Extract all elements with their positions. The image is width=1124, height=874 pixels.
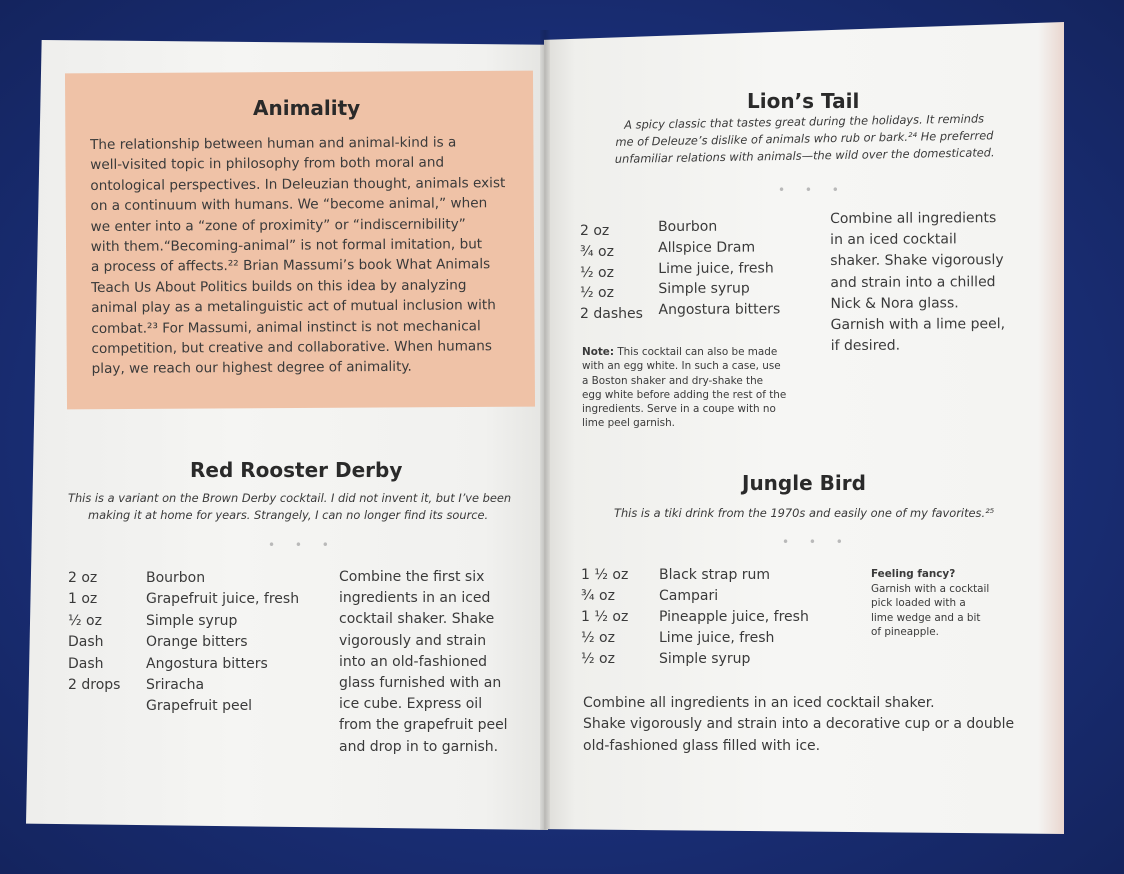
method-line: shaker. Shake vigorously	[830, 252, 1004, 270]
animality-line: ontological perspectives. In Deleuzian thought, animals exist	[90, 174, 506, 194]
lions-tail-intro-line: unfamiliar relations with animals—the wild over the domesticated.	[614, 145, 995, 166]
lions-tail-quantities	[580, 221, 643, 325]
method-line: and drop in to garnish.	[339, 738, 499, 755]
note-label: Note:	[582, 346, 615, 358]
quantity: ¾ oz	[580, 243, 614, 260]
note-line: lime peel garnish.	[582, 417, 675, 430]
red-rooster-intro-line: This is a variant on the Brown Derby cocktail. I did not invent it, but I’ve been	[68, 491, 512, 505]
fancy-line: of pineapple.	[871, 626, 939, 639]
ingredient: Simple syrup	[659, 651, 751, 667]
method-line: Garnish with a lime peel,	[830, 316, 1006, 334]
ingredient: Grapefruit peel	[146, 698, 253, 715]
method-line: cocktail shaker. Shake	[339, 611, 495, 628]
jungle-bird-title: Jungle Bird	[742, 471, 866, 495]
book-gutter	[540, 30, 550, 830]
lions-tail-title: Lion’s Tail	[747, 89, 860, 113]
lions-tail-intro-line: me of Deleuze’s dislike of animals who rub or bark.²⁴ He preferred	[615, 128, 994, 149]
method-line: vigorously and strain	[339, 632, 487, 649]
animality-line: combat.²³ For Massumi, animal instinct is not mechanical	[91, 317, 481, 337]
quantity: 2 dashes	[580, 306, 643, 323]
quantity: 1 oz	[68, 591, 98, 608]
method-line: if desired.	[830, 337, 901, 355]
note-line: This cocktail can also be made	[617, 346, 778, 358]
ingredient: Black strap rum	[659, 567, 771, 583]
lions-tail-method	[830, 208, 1005, 357]
method-line: Nick & Nora glass.	[830, 295, 959, 312]
jungle-bird-intro: This is a tiki drink from the 1970s and easily one of my favorites.²⁵	[614, 506, 995, 520]
red-rooster-intro-line: making it at home for years. Strangely, I can no longer find its source.	[88, 508, 489, 522]
red-rooster-quantities	[68, 568, 120, 696]
animality-line: we enter into a “zone of proximity” or “indiscernibility”	[90, 216, 466, 235]
lions-tail-intro-line: A spicy classic that tastes great during the holidays. It reminds	[624, 111, 985, 132]
quantity: Dash	[68, 655, 104, 672]
ingredient: Campari	[659, 588, 719, 604]
jungle-bird-method	[583, 693, 1014, 757]
animality-line: The relationship between human and animal-kind is a	[90, 134, 457, 153]
method-line: glass furnished with an	[339, 675, 502, 692]
note-line: a Boston shaker and dry-shake the	[582, 374, 764, 387]
quantity: ½ oz	[581, 630, 615, 646]
jungle-bird-ingredients	[659, 565, 809, 670]
red-rooster-title: Red Rooster Derby	[190, 458, 403, 482]
fancy-line: Garnish with a cocktail	[871, 582, 990, 595]
lions-tail-divider: • • •	[778, 183, 847, 197]
lions-tail-ingredients	[658, 216, 780, 321]
method-line: ingredients in an iced	[339, 590, 491, 607]
lions-tail-note	[582, 345, 786, 431]
ingredient: Allspice Dram	[658, 239, 756, 256]
method-line: Combine the first six	[339, 569, 485, 585]
animality-line: well-visited topic in philosophy from both moral and	[90, 154, 445, 174]
ingredient: Bourbon	[146, 570, 206, 586]
method-line: and strain into a chilled	[830, 273, 996, 291]
fancy-title: Feeling fancy?	[871, 568, 956, 580]
method-line: ice cube. Express oil	[339, 696, 483, 713]
quantity: ½ oz	[68, 612, 102, 629]
method-line: into an old-fashioned	[339, 653, 488, 670]
quantity: 2 drops	[68, 677, 121, 694]
method-line: in an iced cocktail	[830, 231, 957, 249]
quantity: ¾ oz	[581, 588, 615, 604]
animality-line: animal play as a metalinguistic act of mutual inclusion with	[91, 297, 496, 317]
ingredient: Angostura bitters	[658, 301, 781, 319]
quantity: Dash	[68, 634, 104, 651]
quantity: 1 ½ oz	[581, 567, 629, 583]
note-line: with an egg white. In such a case, use	[582, 360, 781, 373]
ingredient: Orange bitters	[146, 634, 248, 651]
red-rooster-method	[339, 567, 508, 758]
ingredient: Lime juice, fresh	[659, 630, 775, 646]
animality-paragraph	[90, 132, 507, 380]
animality-line: competition, but creative and collaborative. When humans	[91, 338, 492, 358]
jungle-bird-fancy-note	[871, 567, 989, 640]
jungle-bird-divider: • • •	[782, 535, 851, 549]
jungle-bird-quantities	[581, 565, 628, 670]
quantity: 2 oz	[580, 223, 610, 239]
ingredient: Pineapple juice, fresh	[659, 609, 809, 625]
red-rooster-ingredients	[146, 568, 299, 718]
quantity: ½ oz	[580, 264, 614, 281]
ingredient: Sriracha	[146, 677, 205, 694]
animality-line: play, we reach our highest degree of animality.	[91, 359, 412, 378]
method-line: Combine all ingredients	[830, 210, 997, 227]
ingredient: Simple syrup	[658, 280, 750, 298]
animality-line: on a continuum with humans. We “become animal,” when	[90, 195, 488, 215]
quantity: ½ oz	[580, 285, 614, 302]
ingredient: Bourbon	[658, 218, 718, 235]
fancy-line: pick loaded with a	[871, 597, 966, 610]
red-rooster-divider: • • •	[268, 538, 337, 552]
ingredient: Simple syrup	[146, 612, 238, 629]
animality-line: with them.“Becoming-animal” is not formal imitation, but	[90, 236, 483, 256]
quantity: ½ oz	[581, 651, 615, 667]
method-line: from the grapefruit peel	[339, 717, 508, 734]
quantity: 1 ½ oz	[581, 609, 629, 625]
animality-line: Teach Us About Politics builds on this idea by analyzing	[91, 277, 467, 296]
ingredient: Angostura bitters	[146, 655, 268, 672]
ingredient: Grapefruit juice, fresh	[146, 591, 300, 608]
fancy-line: lime wedge and a bit	[871, 611, 981, 624]
method-line: old-fashioned glass filled with ice.	[583, 737, 821, 754]
quantity: 2 oz	[68, 570, 98, 586]
note-line: ingredients. Serve in a coupe with no	[582, 403, 776, 416]
ingredient: Lime juice, fresh	[658, 259, 774, 277]
animality-title: Animality	[253, 96, 361, 120]
lions-tail-intro	[608, 110, 1001, 168]
method-line: Combine all ingredients in an iced cocktail shaker.	[583, 695, 935, 711]
method-line: Shake vigorously and strain into a decorative cup or a double	[583, 716, 1015, 733]
note-line: egg white before adding the rest of the	[582, 388, 787, 401]
animality-line: a process of affects.²² Brian Massumi’s book What Animals	[90, 256, 491, 276]
